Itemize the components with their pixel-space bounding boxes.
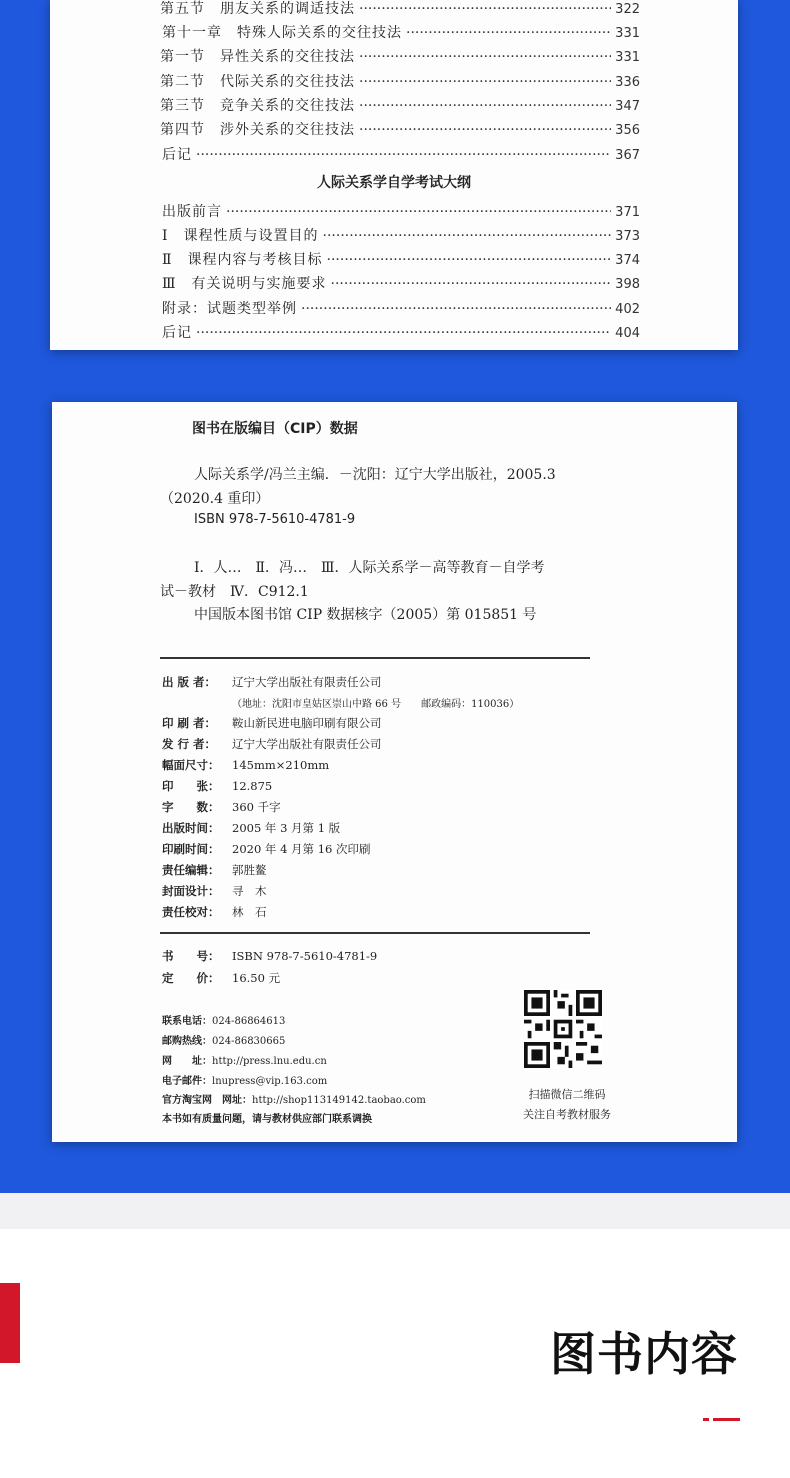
toc-label: 第十一章 特殊人际关系的交往技法 — [162, 25, 402, 41]
toc-label: 后记 — [162, 325, 192, 341]
red-accent-dash — [703, 1418, 709, 1421]
toc-row — [160, 119, 640, 139]
toc-page-number: 356 — [615, 123, 640, 138]
cip-isbn: ISBN 978-7-5610-4781-9 — [194, 512, 356, 527]
toc-label: Ⅰ 课程性质与设置目的 — [162, 228, 319, 244]
cip-classification-line: Ⅰ．人… Ⅱ．冯… Ⅲ．人际关系学－高等教育－自学考 — [194, 560, 545, 576]
toc-label: 第二节 代际关系的交往技法 — [160, 74, 355, 90]
cip-title: 图书在版编目（CIP）数据 — [192, 421, 358, 437]
syllabus-title: 人际关系学自学考试大纲 — [317, 175, 471, 191]
toc-page-number: 367 — [615, 148, 640, 163]
qr-code-icon — [524, 990, 602, 1068]
gray-band — [0, 1193, 790, 1229]
red-accent-dash — [713, 1418, 740, 1421]
cip-classification-line: 试－教材 Ⅳ．C912.1 — [160, 584, 309, 600]
toc-row — [162, 144, 640, 164]
toc-label: 附录：试题类型举例 — [162, 301, 297, 317]
toc-page-number: 336 — [615, 75, 640, 90]
cip-number: 中国版本图书馆 CIP 数据核字（2005）第 015851 号 — [194, 607, 537, 623]
toc-page-number: 347 — [615, 99, 640, 114]
toc-row — [160, 46, 640, 66]
section-heading: 图书内容 — [550, 1327, 738, 1381]
toc-page-number: 371 — [615, 205, 640, 220]
toc-page-number: 374 — [615, 253, 640, 268]
toc-label: 第四节 涉外关系的交往技法 — [160, 122, 355, 138]
toc-label: 第五节 朋友关系的调适技法 — [160, 1, 355, 17]
price-row: 定 价： 16.50 元 — [162, 971, 281, 985]
detail-row: 幅面尺寸： 145mm×210mm — [162, 758, 330, 772]
detail-row: 印刷时间： 2020 年 4 月第 16 次印刷 — [162, 842, 371, 856]
field-key: 出 版 者： — [162, 675, 217, 689]
detail-row: 责任校对： 林 石 — [162, 905, 267, 919]
toc-row — [160, 0, 640, 18]
cip-page — [52, 402, 737, 1142]
contact-row: 联系电话：024-86864613 — [162, 1016, 286, 1027]
toc-label: Ⅱ 课程内容与考核目标 — [162, 252, 323, 268]
publisher-row — [162, 674, 382, 690]
contact-row: 邮购热线：024-86830665 — [162, 1036, 286, 1047]
toc-row — [160, 95, 640, 115]
toc-page-number: 331 — [615, 26, 640, 41]
toc-label: 第三节 竞争关系的交往技法 — [160, 98, 355, 114]
detail-row: 印 刷 者： 鞍山新民进电脑印刷有限公司 — [162, 716, 382, 730]
toc-page-number: 404 — [615, 326, 640, 341]
contact-row: 网 址：http://press.lnu.edu.cn — [162, 1056, 327, 1067]
publisher-address: （地址：沈阳市皇姑区崇山中路 66 号 邮政编码：110036） — [232, 699, 520, 710]
toc-page-number: 402 — [615, 302, 640, 317]
toc-label: 出版前言 — [162, 204, 222, 220]
contact-row: 电子邮件：lnupress@vip.163.com — [162, 1076, 328, 1087]
contact-row: 本书如有质量问题，请与教材供应部门联系调换 — [162, 1114, 372, 1125]
detail-row: 发 行 者： 辽宁大学出版社有限责任公司 — [162, 737, 382, 751]
contact-row: 官方淘宝网 网址：http://shop113149142.taobao.com — [162, 1095, 426, 1106]
toc-label: 后记 — [162, 147, 192, 163]
detail-row: 封面设计： 寻 木 — [162, 884, 267, 898]
separator-line — [160, 932, 590, 934]
cip-reprint-line: （2020.4 重印） — [160, 491, 270, 507]
red-accent-bar — [0, 1283, 20, 1363]
toc-page-number: 398 — [615, 277, 640, 292]
toc-page-number: 331 — [615, 50, 640, 65]
syllabus-row — [162, 273, 640, 293]
qr-caption: 扫描微信二维码 — [528, 1088, 606, 1101]
detail-row: 责任编辑： 郭胜鳌 — [162, 863, 267, 877]
syllabus-row — [162, 249, 640, 269]
qr-caption: 关注自考教材服务 — [523, 1108, 611, 1121]
syllabus-row — [162, 201, 640, 221]
toc-label: Ⅲ 有关说明与实施要求 — [162, 276, 327, 292]
syllabus-row — [162, 225, 640, 245]
toc-label: 第一节 异性关系的交往技法 — [160, 49, 355, 65]
syllabus-row — [162, 298, 640, 318]
detail-row: 字 数： 360 千字 — [162, 800, 281, 814]
field-value: 辽宁大学出版社有限责任公司 — [232, 675, 382, 689]
detail-row: 印 张： 12.875 — [162, 779, 273, 793]
toc-page — [50, 0, 738, 350]
toc-row — [162, 22, 640, 42]
toc-page-number: 322 — [615, 2, 640, 17]
book-number-row: 书 号： ISBN 978-7-5610-4781-9 — [162, 949, 378, 963]
cip-bibliographic-line: 人际关系学/冯兰主编．－沈阳：辽宁大学出版社，2005.3 — [194, 467, 556, 483]
detail-row: 出版时间： 2005 年 3 月第 1 版 — [162, 821, 341, 835]
toc-row — [160, 71, 640, 91]
separator-line — [160, 657, 590, 659]
toc-page-number: 373 — [615, 229, 640, 244]
syllabus-row — [162, 322, 640, 342]
